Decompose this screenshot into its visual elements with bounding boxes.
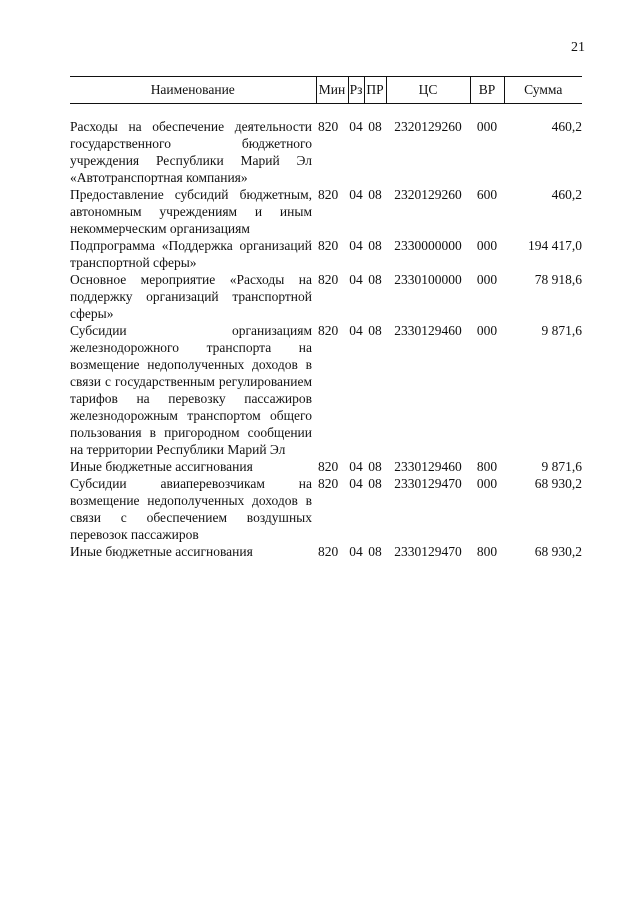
header-spacer <box>70 104 582 119</box>
col-header-rz: Рз <box>348 77 364 104</box>
table-row <box>70 458 582 475</box>
row-cs: 2330129460 <box>394 323 462 338</box>
col-header-sum: Сумма <box>504 77 582 104</box>
table-row <box>70 475 582 543</box>
row-cs: 2330000000 <box>394 238 462 253</box>
row-sum: 9 871,6 <box>541 459 582 474</box>
row-name: Основное мероприятие «Расходы на поддержку организаций транспортной сферы» <box>70 272 312 321</box>
col-header-pr: ПР <box>364 77 386 104</box>
table-header <box>70 77 582 104</box>
row-sum: 460,2 <box>551 187 582 202</box>
row-min: 820 <box>318 323 339 338</box>
row-vr: 000 <box>476 272 498 287</box>
row-cs: 2320129260 <box>394 187 462 202</box>
table-row <box>70 186 582 237</box>
row-pr: 08 <box>368 187 382 202</box>
row-sum: 68 930,2 <box>534 544 582 559</box>
col-header-cs: ЦС <box>386 77 470 104</box>
row-min: 820 <box>318 272 339 287</box>
row-name: Расходы на обеспечение деятельности государственного бюджетного учреждения Республики Марий Эл «Автотранспортная компания» <box>70 119 312 185</box>
row-sum: 78 918,6 <box>534 272 582 287</box>
table-row <box>70 118 582 186</box>
col-header-vr: ВР <box>470 77 504 104</box>
row-pr: 08 <box>368 119 382 134</box>
row-cs: 2330129460 <box>394 459 462 474</box>
row-rz: 04 <box>349 272 363 287</box>
col-header-min: Мин <box>316 77 348 104</box>
row-min: 820 <box>318 476 339 491</box>
row-vr: 000 <box>476 238 498 253</box>
row-rz: 04 <box>349 323 363 338</box>
row-min: 820 <box>318 459 339 474</box>
row-rz: 04 <box>349 459 363 474</box>
row-min: 820 <box>318 119 339 134</box>
row-name: Субсидии организациям железнодорожного транспорта на возмещение недополученных доходов в связи с государственным регулированием тарифов на перевозку пассажиров железнодорожным транспортом общего пользования в пригородном сообщении на территории Республики Марий Эл <box>70 323 312 457</box>
row-name: Иные бюджетные ассигнования <box>70 459 253 474</box>
row-pr: 08 <box>368 459 382 474</box>
row-rz: 04 <box>349 238 363 253</box>
row-sum: 460,2 <box>551 119 582 134</box>
budget-table <box>70 76 582 560</box>
row-vr: 800 <box>476 459 498 474</box>
row-pr: 08 <box>368 544 382 559</box>
col-header-name: Наименование <box>70 77 316 104</box>
table-row <box>70 237 582 271</box>
row-pr: 08 <box>368 476 382 491</box>
row-sum: 9 871,6 <box>541 323 582 338</box>
row-cs: 2320129260 <box>394 119 462 134</box>
row-rz: 04 <box>349 476 363 491</box>
row-vr: 000 <box>476 476 498 491</box>
row-vr: 600 <box>476 187 498 202</box>
row-vr: 800 <box>476 544 498 559</box>
row-name: Иные бюджетные ассигнования <box>70 544 253 559</box>
row-rz: 04 <box>349 187 363 202</box>
row-sum: 194 417,0 <box>528 238 582 253</box>
row-name: Субсидии авиаперевозчикам на возмещение недополученных доходов в связи с обеспечением воздушных перевозок пассажиров <box>70 476 312 542</box>
row-min: 820 <box>318 187 339 202</box>
table-row <box>70 543 582 560</box>
row-vr: 000 <box>476 119 498 134</box>
table-row <box>70 271 582 322</box>
row-cs: 2330100000 <box>394 272 462 287</box>
row-min: 820 <box>318 544 339 559</box>
row-name: Подпрограмма «Поддержка организаций транспортной сферы» <box>70 238 312 270</box>
table-row <box>70 322 582 458</box>
page-number: 21 <box>571 40 585 55</box>
row-min: 820 <box>318 238 339 253</box>
row-cs: 2330129470 <box>394 476 462 491</box>
row-name: Предоставление субсидий бюджетным, автономным учреждениям и иным некоммерческим организациям <box>70 187 312 236</box>
row-sum: 68 930,2 <box>534 476 582 491</box>
row-cs: 2330129470 <box>394 544 462 559</box>
row-pr: 08 <box>368 272 382 287</box>
row-pr: 08 <box>368 323 382 338</box>
row-rz: 04 <box>349 544 363 559</box>
row-pr: 08 <box>368 238 382 253</box>
row-vr: 000 <box>476 323 498 338</box>
row-rz: 04 <box>349 119 363 134</box>
